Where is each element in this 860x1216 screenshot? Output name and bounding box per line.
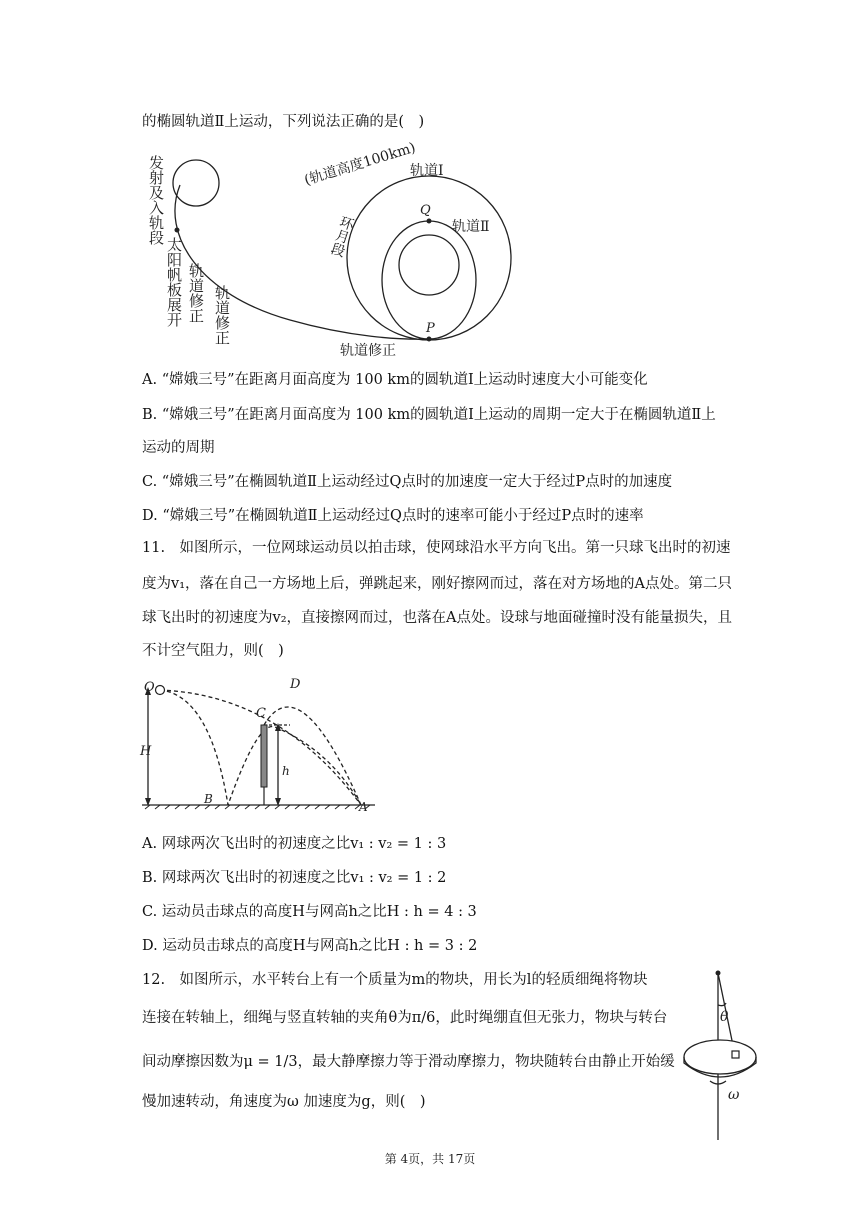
point-p <box>427 337 432 342</box>
label-b: B <box>204 792 213 806</box>
q12-stem-3: 间动摩擦因数为μ = 1/3，最大静摩擦力等于滑动摩擦力，物块随转台由静止开始缓 <box>142 1054 675 1070</box>
label-h-small: h <box>282 764 290 778</box>
q10-option-d: D. “嫦娥三号”在椭圆轨道Ⅱ上运动经过Q点时的速率可能小于经过P点时的速率 <box>142 508 644 524</box>
q11-option-a: A. 网球两次飞出时的初速度之比v₁ : v₂ = 1 : 3 <box>142 836 447 852</box>
label-q: Q <box>420 203 431 218</box>
label-a: A <box>359 800 368 814</box>
ball <box>156 686 165 695</box>
label-c: C <box>256 706 266 721</box>
q11-option-d: D. 运动员击球点的高度H与网高h之比H : h = 3 : 2 <box>142 938 478 954</box>
q11-stem-1: 11. 如图所示，一位网球运动员以拍击球，使网球沿水平方向飞出。第一只球飞出时的初速 <box>142 540 731 556</box>
q11-option-b: B. 网球两次飞出时的初速度之比v₁ : v₂ = 1 : 2 <box>142 870 447 886</box>
label-height: (轨道高度100km) <box>302 139 418 189</box>
label-launch: 发射及入轨段 <box>147 155 165 245</box>
block <box>732 1051 739 1058</box>
tennis-diagram <box>140 675 380 815</box>
q10-stem-end: 的椭圆轨道Ⅱ上运动，下列说法正确的是( ) <box>142 114 425 130</box>
orbit-1-circle <box>347 176 511 340</box>
q11-stem-3: 球飞出时的初速度为v₂，直接擦网而过，也落在A点处。设球与地面碰撞时没有能量损失，且 <box>142 610 732 626</box>
solar-point <box>175 228 180 233</box>
label-h-big: H <box>140 744 152 759</box>
turntable-top <box>684 1040 756 1074</box>
label-lunar: 环月段 <box>327 213 356 259</box>
q12-stem-1: 12. 如图所示，水平转台上有一个质量为m的物块，用长为l的轻质细绳将物块 <box>142 972 648 988</box>
q10-option-a: A. “嫦娥三号”在距离月面高度为 100 km的圆轨道Ⅰ上运动时速度大小可能变化 <box>142 372 648 388</box>
turntable-diagram <box>680 965 760 1145</box>
moon-circle <box>399 235 459 295</box>
label-corr2: 轨道修正 <box>213 285 231 345</box>
q12-stem-2: 连接在转轴上，细绳与竖直转轴的夹角θ为π/6，此时绳绷直但无张力，物块与转台 <box>142 1010 668 1026</box>
q11-option-c: C. 运动员击球点的高度H与网高h之比H : h = 4 : 3 <box>142 904 477 920</box>
q11-stem-4: 不计空气阻力，则( ) <box>142 643 284 659</box>
orbit-diagram <box>140 139 490 365</box>
label-o: O <box>144 680 155 695</box>
label-p: P <box>426 321 435 336</box>
point-q <box>427 219 432 224</box>
axis-top-dot <box>716 971 721 976</box>
label-omega: ω <box>728 1087 740 1103</box>
label-solar: 太阳帆板展开 <box>165 237 183 327</box>
label-theta: θ <box>720 1009 729 1025</box>
label-d: D <box>290 677 301 692</box>
q10-option-b-1: B. “嫦娥三号”在距离月面高度为 100 km的圆轨道Ⅰ上运动的周期一定大于在椭圆轨道Ⅱ上 <box>142 407 716 423</box>
q10-option-b-2: 运动的周期 <box>142 440 215 456</box>
label-orbit2: 轨道Ⅱ <box>452 219 490 235</box>
net-post <box>261 725 267 787</box>
label-orbit1: 轨道Ⅰ <box>410 163 444 179</box>
earth-circle <box>173 160 219 206</box>
q12-stem-4: 慢加速转动，角速度为ω 加速度为g，则( ) <box>142 1094 426 1110</box>
q10-option-c: C. “嫦娥三号”在椭圆轨道Ⅱ上运动经过Q点时的加速度一定大于经过P点时的加速度 <box>142 474 673 490</box>
page-footer: 第 4页，共 17页 <box>384 1152 476 1166</box>
label-corr1: 轨道修正 <box>187 263 205 323</box>
q11-stem-2: 度为v₁，落在自己一方场地上后，弹跳起来，刚好擦网而过，落在对方场地的A点处。第二只 <box>142 576 732 592</box>
label-corr3: 轨道修正 <box>340 343 396 359</box>
